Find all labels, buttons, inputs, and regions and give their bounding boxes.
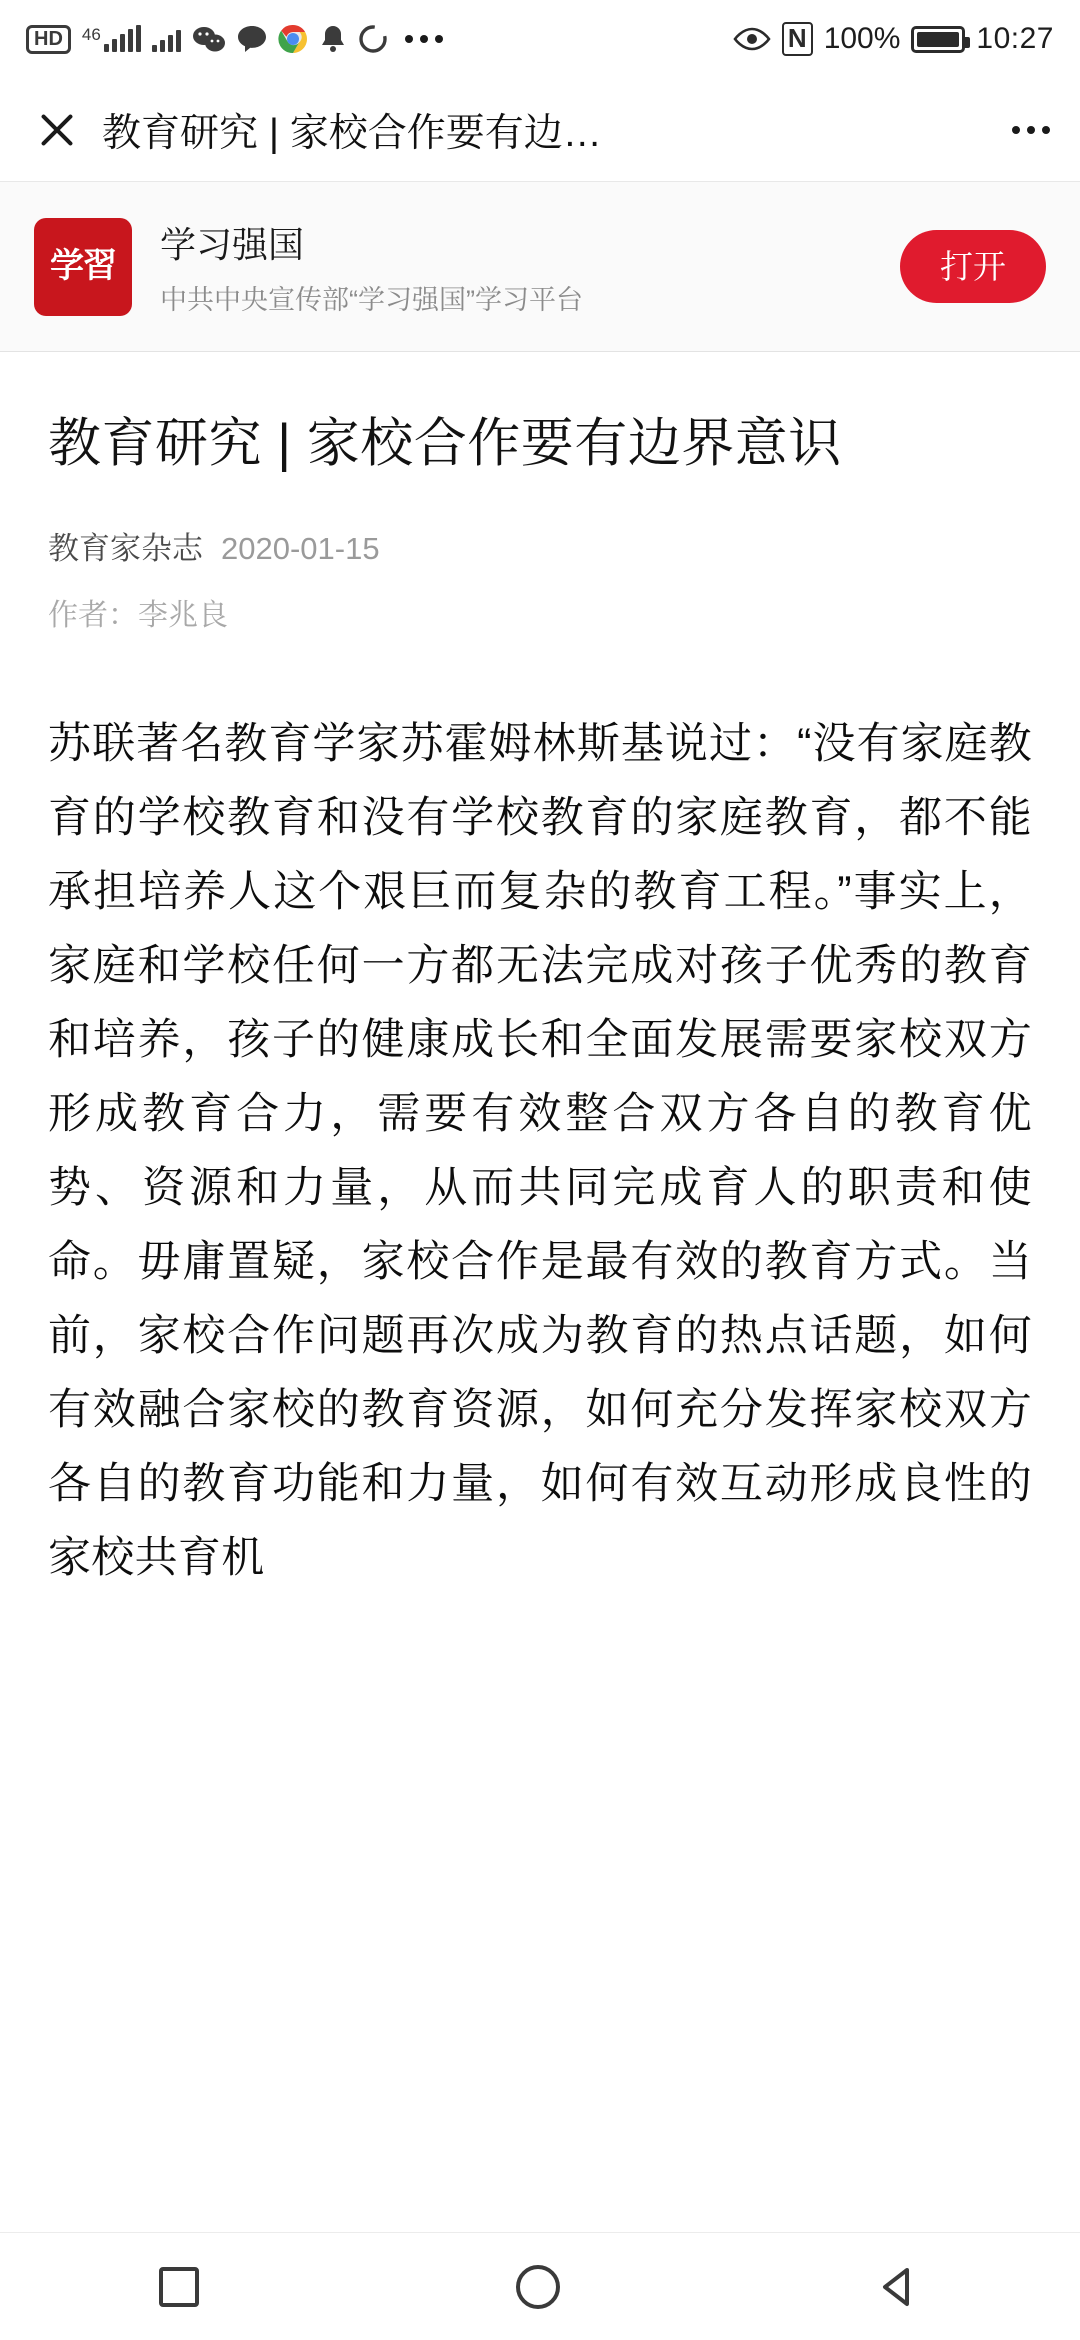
hd-icon: HD	[26, 25, 71, 54]
article-headline: 教育研究 | 家校合作要有边界意识	[48, 414, 842, 473]
signal-icon-1: 46	[82, 26, 141, 52]
status-bar-left	[26, 24, 443, 54]
clock-label: 10:27	[976, 22, 1054, 55]
signal-bars-icon	[104, 26, 141, 52]
eye-icon	[733, 26, 771, 52]
browser-icon	[278, 24, 308, 54]
signal-icon-2	[152, 26, 181, 52]
app-promo-text	[160, 217, 900, 317]
app-subtitle-label: 中共中央宣传部“学习强国”学习平台	[160, 284, 583, 315]
nfc-icon: N	[782, 22, 813, 56]
article-date: 2020-01-15	[221, 531, 380, 567]
app-promo-banner[interactable]	[0, 182, 1080, 352]
battery-icon	[911, 26, 965, 53]
status-bar-right	[733, 22, 1054, 56]
status-more-icon	[399, 35, 443, 43]
system-nav-bar	[0, 2232, 1080, 2340]
back-button[interactable]	[877, 2265, 921, 2309]
article-author-row	[48, 590, 1032, 634]
message-icon	[237, 25, 267, 53]
app-logo: 学習	[34, 218, 132, 316]
battery-percent-label: 100%	[823, 22, 901, 55]
article-author-name: 李兆良	[138, 599, 228, 633]
home-button[interactable]	[516, 2265, 560, 2309]
more-options-icon[interactable]	[1006, 126, 1050, 134]
article-meta	[48, 523, 1032, 568]
app-bar	[0, 78, 1080, 182]
status-bar	[0, 0, 1080, 78]
app-name-label: 学习强国	[160, 223, 305, 265]
close-icon[interactable]	[30, 103, 84, 157]
recents-button[interactable]	[159, 2267, 199, 2307]
article-container	[0, 352, 1080, 1595]
open-app-button[interactable]: 打开	[900, 230, 1046, 303]
article-author-label: 作者：	[48, 599, 138, 633]
loading-icon	[358, 24, 388, 54]
wechat-icon	[192, 25, 226, 53]
alarm-icon	[319, 24, 347, 54]
page-title: 教育研究 | 家校合作要有边…	[102, 111, 602, 155]
article-source: 教育家杂志	[48, 531, 203, 567]
article-body: 苏联著名教育学家苏霍姆林斯基说过：“没有家庭教育的学校教育和没有学校教育的家庭教育，都不能承担培养人这个艰巨而复杂的教育工程。”事实上，家庭和学校任何一方都无法完成对孩子优秀的教育和培养，孩子的健康成长和全面发展需要家校双方形成教育合力，需要有效整合双方各自的教育优势、资源和力量，从而共同完成育人的职责和使命。毋庸置疑，家校合作是最有效的教育方式。当前，家校合作问题再次成为教育的热点话题，如何有效融合家校的教育资源，如何充分发挥家校双方各自的教育功能和力量，如何有效互动形成良性的家校共育机	[48, 720, 1032, 1582]
